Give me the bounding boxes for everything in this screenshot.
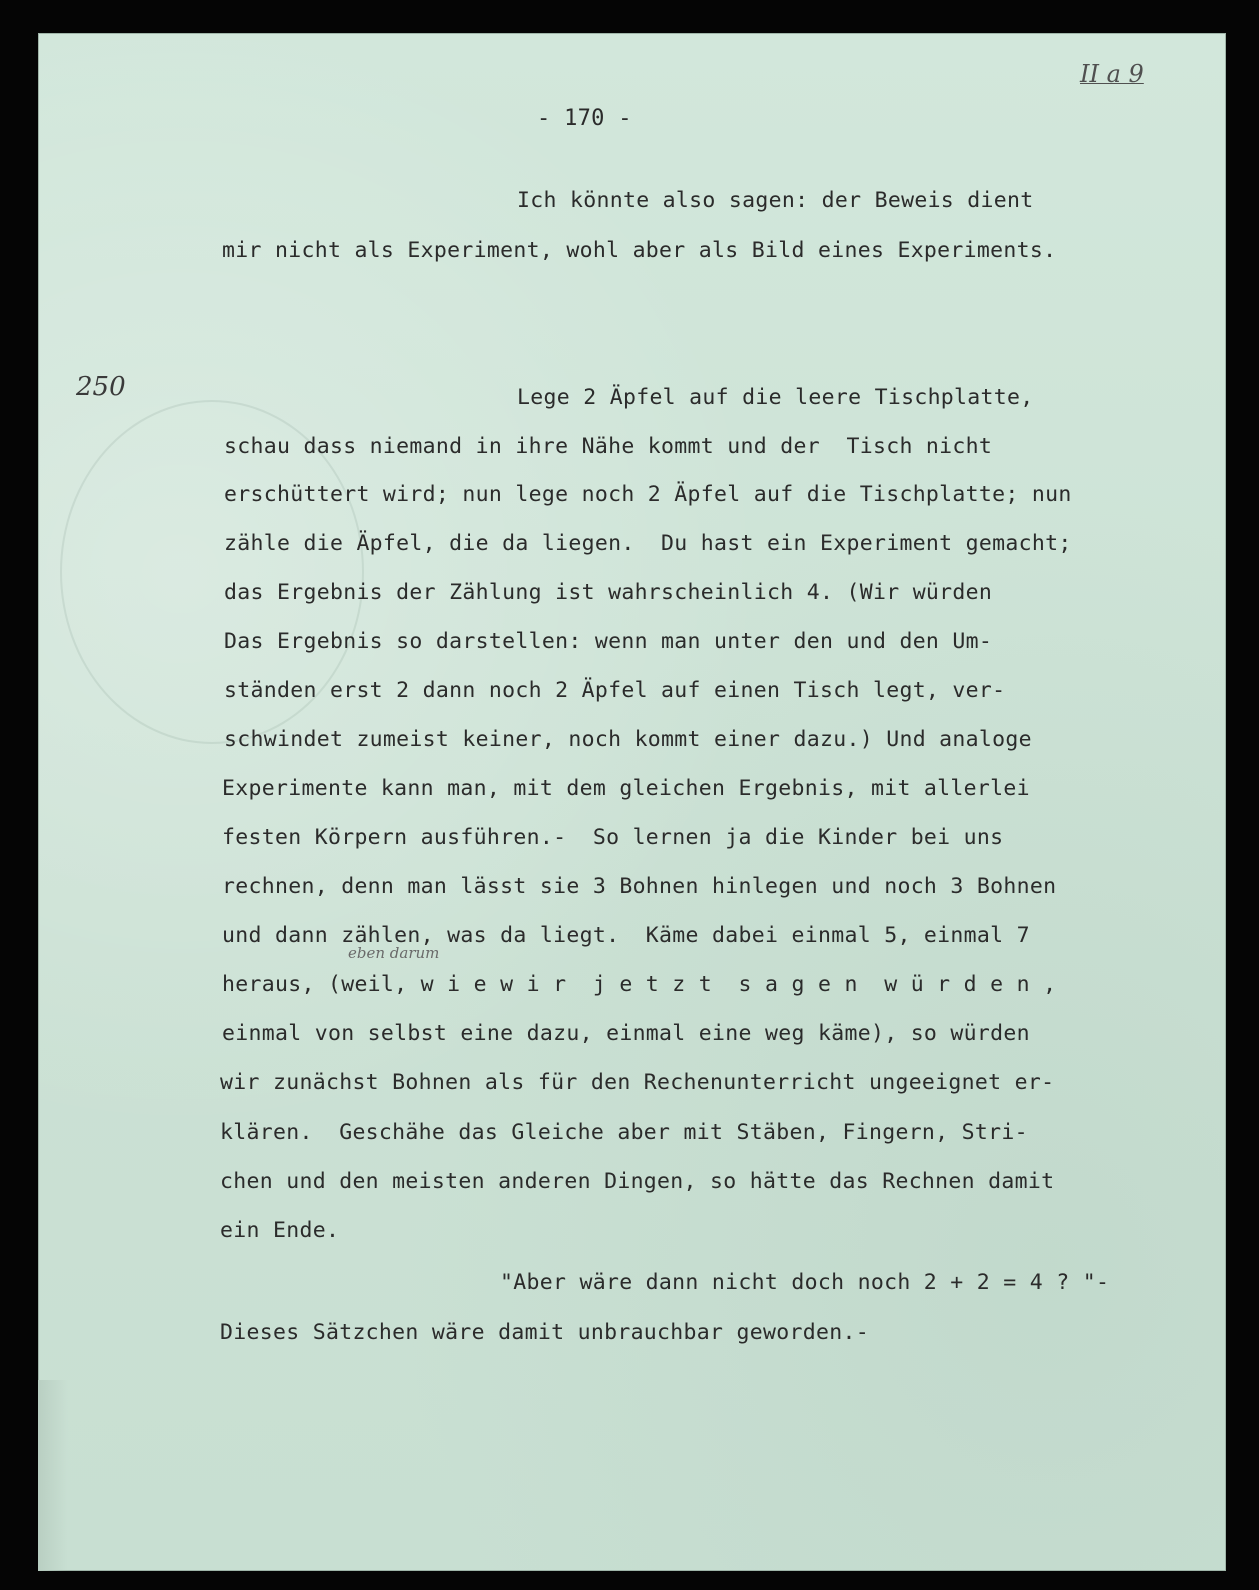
paragraph1-line-2: mir nicht als Experiment, wohl aber als Bild eines Experiments.: [222, 238, 1057, 263]
paragraph2-line-8: schwindet zumeist keiner, noch kommt einer dazu.) Und analoge: [224, 727, 1032, 752]
paragraph2-line-9: Experimente kann man, mit dem gleichen Ergebnis, mit allerlei: [222, 776, 1030, 801]
paragraph2-line-3: erschüttert wird; nun lege noch 2 Äpfel auf die Tischplatte; nun: [224, 482, 1072, 507]
paragraph2-line-13: heraus, (weil, w i e w i r j e t z t s a g e n w ü r d e n ,: [222, 972, 1057, 997]
paragraph2-line-16: klären. Geschähe das Gleiche aber mit Stäben, Fingern, Stri-: [220, 1120, 1028, 1145]
paragraph2-line-6: Das Ergebnis so darstellen: wenn man unter den und den Um-: [224, 629, 993, 654]
paragraph2-line-10: festen Körpern ausführen.- So lernen ja die Kinder bei uns: [222, 825, 1004, 850]
page-number: - 170 -: [537, 106, 632, 131]
paragraph3-line-2: Dieses Sätzchen wäre damit unbrauchbar geworden.-: [220, 1320, 869, 1345]
paragraph2-line-2: schau dass niemand in ihre Nähe kommt und der Tisch nicht: [224, 434, 993, 459]
paragraph2-line-4: zähle die Äpfel, die da liegen. Du hast ein Experiment gemacht;: [224, 531, 1072, 556]
paragraph3-line-1: "Aber wäre dann nicht doch noch 2 + 2 = 4 ? "-: [500, 1270, 1110, 1295]
paragraph2-line-15: wir zunächst Bohnen als für den Rechenunterricht ungeeignet er-: [220, 1070, 1055, 1095]
handwritten-interline-note: eben darum: [348, 944, 440, 962]
paragraph2-line-17: chen und den meisten anderen Dingen, so hätte das Rechnen damit: [220, 1169, 1055, 1194]
archive-mark: II a 9: [1080, 60, 1144, 88]
margin-number: 250: [76, 372, 126, 402]
paragraph2-line-14: einmal von selbst eine dazu, einmal eine weg käme), so würden: [222, 1021, 1030, 1046]
paragraph1-line-1: Ich könnte also sagen: der Beweis dient: [517, 188, 1034, 213]
paragraph2-line-18: ein Ende.: [220, 1218, 340, 1243]
paragraph2-line-12: und dann zählen, was da liegt. Käme dabei einmal 5, einmal 7: [222, 923, 1030, 948]
paragraph2-line-11: rechnen, denn man lässt sie 3 Bohnen hinlegen und noch 3 Bohnen: [222, 874, 1057, 899]
paragraph2-line-5: das Ergebnis der Zählung ist wahrscheinlich 4. (Wir würden: [224, 580, 993, 605]
paragraph2-line-1: Lege 2 Äpfel auf die leere Tischplatte,: [517, 385, 1034, 410]
paper-edge: [38, 1380, 68, 1571]
paragraph2-line-7: ständen erst 2 dann noch 2 Äpfel auf einen Tisch legt, ver-: [224, 678, 1006, 703]
